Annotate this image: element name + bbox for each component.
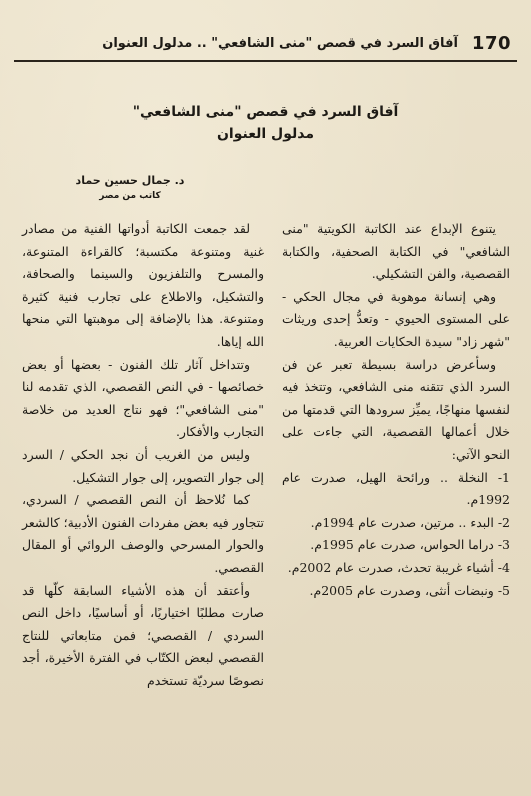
paragraph: لقد جمعت الكاتبة أدواتها الفنية من مصادر غنية ومتنوعة مكتسبة؛ كالقراءة المتنوعة، والمسرح والتلفزيون والسينما والصحافة، والتشكيل، والاطلاع على تجارب فنية كثيرة ومتنوعة. هذا بالإضافة إلى موهبتها التي منحها الله إياها. — [22, 221, 264, 349]
byline — [50, 174, 210, 201]
running-head: آفاق السرد في قصص "منى الشافعي" .. مدلول العنوان — [102, 35, 458, 51]
paragraph: يتنوع الإبداع عند الكاتبة الكويتية "منى الشافعي" في الكتابة الصحفية، والكتابة القصصية، والفن التشكيلي. — [282, 221, 510, 282]
page-header — [14, 30, 511, 56]
paragraph: وتتداخل آثار تلك الفنون - بعضها أو بعض خصائصها - في النص القصصي، الذي تقدمه لنا "منى الشافعي"؛ فهو نتاج العديد من خلاصة التجارب والأفكار. — [22, 356, 264, 440]
article-title-block — [0, 104, 531, 142]
list-item: 5- ونبضات أنثى، وصدرت عام 2005م. — [309, 582, 510, 598]
author-name: د. جمال حسين حماد — [75, 174, 185, 187]
author-role: كاتب من مصر — [99, 191, 161, 201]
paragraph: وأعتقد أن هذه الأشياء السابقة كلّها قد صارت مطلبًا اختياريًا، أو أساسيًا، داخل النص السردي / القصصي؛ فمن متابعاتي للنتاج القصصي لبعض الكتّاب في الفترة الأخيرة، أجد نصوصًا سرديّة تستخدم — [22, 582, 264, 688]
right-column — [282, 218, 510, 602]
list-item: 4- أشياء غريبة تحدث، صدرت عام 2002م. — [287, 559, 510, 575]
page-number: 170 — [471, 32, 511, 54]
header-rule — [14, 60, 517, 62]
paragraph: وليس من الغريب أن نجد الحكي / السرد إلى جوار التصوير، إلى جوار التشكيل. — [22, 446, 264, 485]
list-item: 2- البدء .. مرتين، صدرت عام 1994م. — [310, 514, 510, 530]
left-column — [22, 218, 264, 692]
list-item: 3- دراما الحواس، صدرت عام 1995م. — [310, 537, 510, 553]
article-subtitle: مدلول العنوان — [216, 126, 314, 142]
paragraph: وسأعرض دراسة بسيطة تعبر عن فن السرد الذي تتقنه منى الشافعي، وتتخذ فيه لنفسها منهاجًا، يميِّز سرودها التي قدمتها من خلال أعمالها القصصية، التي جاءت على النحو الآتي: — [282, 356, 510, 462]
article-title: آفاق السرد في قصص "منى الشافعي" — [132, 104, 399, 120]
list-item: 1- النخلة .. ورائحة الهيل، صدرت عام 1992م. — [282, 469, 510, 508]
paragraph: وهي إنسانة موهوبة في مجال الحكي - على المستوى الحيوي - وتعدُّ إحدى وريثات "شهر زاد" سيدة الحكايات العربية. — [282, 288, 510, 349]
paragraph: كما نُلاحظ أن النص القصصي / السردي، تتجاور فيه بعض مفردات الفنون الأدبية؛ كالشعر والحوار المسرحي والوصف الروائي أو المقال القصصي. — [22, 492, 264, 575]
